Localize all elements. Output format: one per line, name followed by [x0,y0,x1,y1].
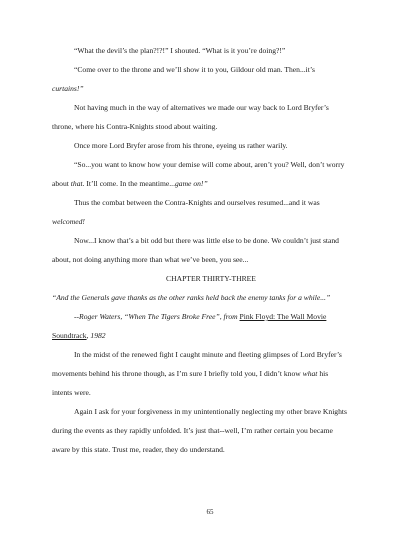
page-number: 65 [206,508,214,516]
text-line: Now...I know that’s a bit odd but there was little else to be done. We couldn’t just stand [74,236,339,245]
text-line: about that. It’ll come. In the meantime...game on!” [52,179,208,188]
text-line: movements behind his throne though, as I’m sure I briefly told you, I didn’t know what his [52,369,329,378]
text-line: In the midst of the renewed fight I caught minute and fleeting glimpses of Lord Bryfer’s [74,350,342,359]
text-line: curtains!” [52,84,84,93]
chapter-heading: CHAPTER THIRTY-THREE [166,274,256,283]
text-line: Not having much in the way of alternatives we made our way back to Lord Bryfer’s [74,103,329,112]
epigraph-quote: “And the Generals gave thanks as the other ranks held back the enemy tanks for a while...” [52,293,331,302]
text-line: throne, where his Contra-Knights stood about waiting. [52,122,218,131]
text-line: intents were. [52,388,91,397]
text-line: “So...you want to know how your demise will come about, aren’t you? Well, don’t worry [74,160,345,169]
text-line: during the events as they rapidly unfolded. It’s just that--well, I’m rather certain you became [52,426,333,435]
text-line: Once more Lord Bryfer arose from his throne, eyeing us rather warily. [74,141,288,150]
text-line: Again I ask for your forgiveness in my unintentionally neglecting my other brave Knights [74,407,347,416]
text-line: “Come over to the throne and we’ll show it to you, Gildour old man. Then...it’s [74,65,315,74]
text-line: “What the devil’s the plan?!?!” I shouted. “What is it you’re doing?!” [74,46,286,55]
text-line: aware by this state. Trust me, reader, they do understand. [52,445,225,454]
text-line: about, not doing anything more than what we’ve been, you see... [52,255,249,264]
epigraph-attribution: --Roger Waters, “When The Tigers Broke Free”, from Pink Floyd: The Wall Movie [74,312,327,321]
text-line: welcomed! [52,217,85,226]
text-line: Thus the combat between the Contra-Knights and ourselves resumed...and it was [74,198,320,207]
epigraph-attribution: Soundtrack, 1982 [52,331,106,340]
